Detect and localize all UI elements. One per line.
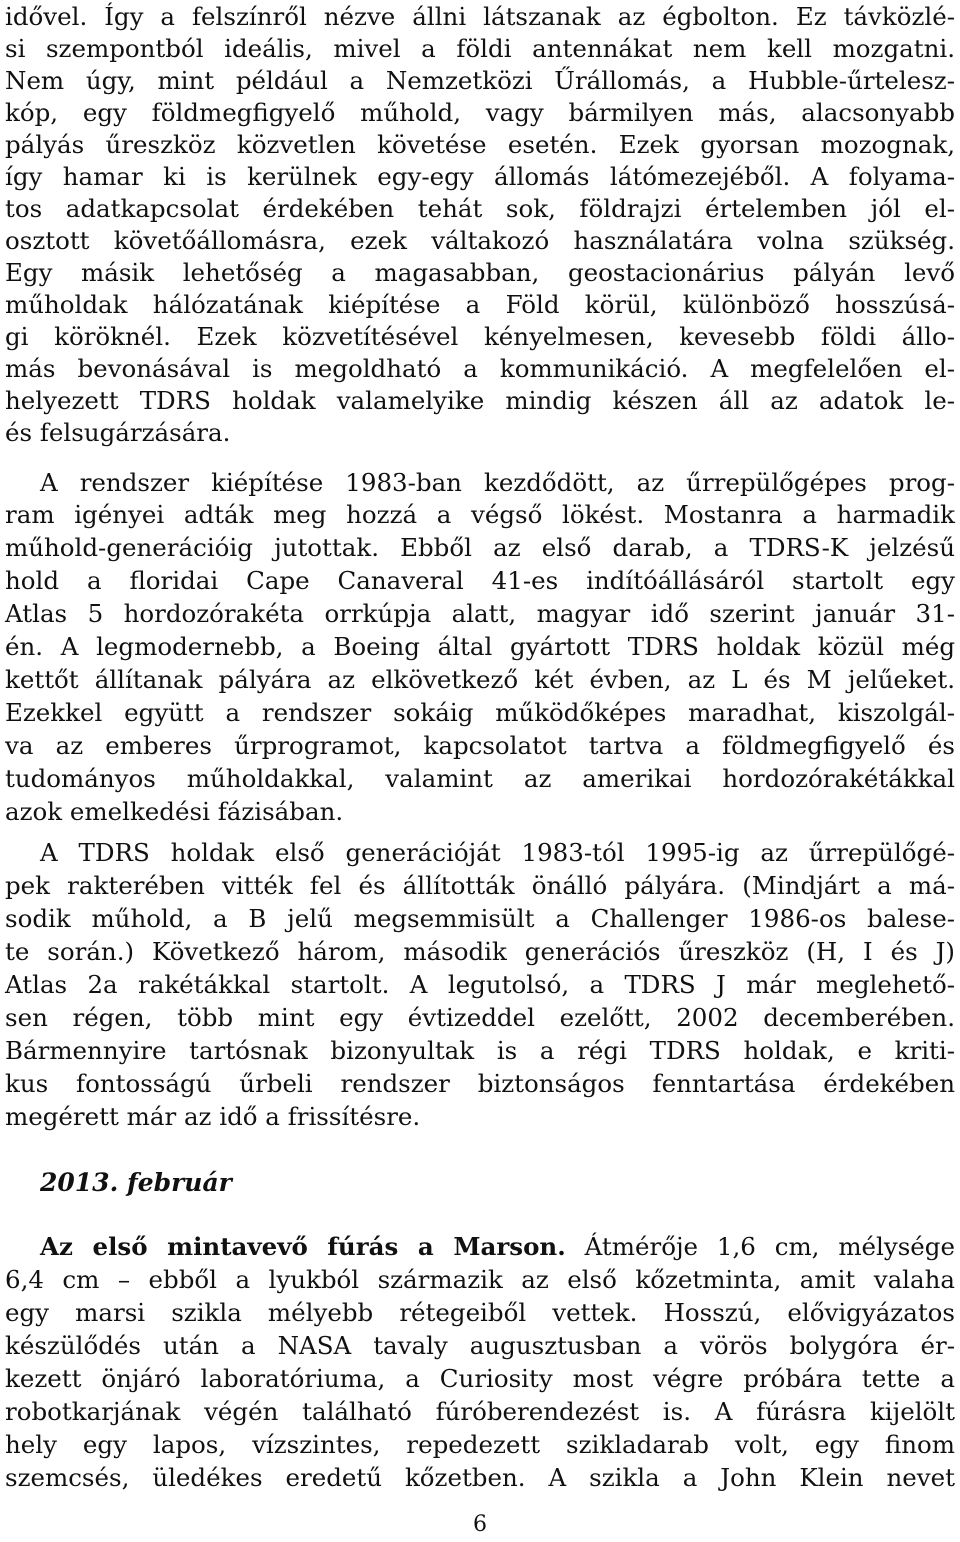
text-line: Egy másik lehetőség a magasabban, geostacionárius pályán levő — [5, 258, 955, 287]
text-line: osztott követőállomásra, ezek váltakozó használatára volna szükség. — [5, 226, 955, 255]
text-line: kezett önjáró laboratóriuma, a Curiosity most végre próbára tette a — [5, 1364, 955, 1393]
text-line: egy marsi szikla mélyebb rétegeiből vettek. Hosszú, elővigyázatos — [5, 1298, 955, 1327]
section-heading: 2013. február — [40, 1168, 232, 1197]
text-line: más bevonásával is megoldható a kommunikáció. A megfelelően el- — [5, 354, 955, 383]
text-line: kus fontosságú űrbeli rendszer biztonságos fenntartása érdekében — [5, 1069, 955, 1098]
text-line: Atlas 5 hordozórakéta orrkúpja alatt, magyar idő szerint január 31- — [5, 599, 955, 628]
text-line: hold a floridai Cape Canaveral 41-es indítóállásáról startolt egy — [5, 566, 955, 595]
text-line: azok emelkedési fázisában. — [5, 797, 344, 826]
text-line: pek rakterében vitték fel és állították önálló pályára. (Mindjárt a má- — [5, 871, 955, 900]
text-line: pályás űreszköz közvetlen követése esetén. Ezek gyorsan mozognak, — [5, 130, 955, 159]
page-number: 6 — [473, 1512, 487, 1537]
text-line: 6,4 cm – ebből a lyukból származik az első kőzetminta, amit valaha — [5, 1265, 955, 1294]
text-line: műholdak hálózatának kiépítése a Föld körül, különböző hosszúsá- — [5, 290, 955, 319]
text-line: Nem úgy, mint például a Nemzetközi Űrállomás, a Hubble-űrtelesz- — [5, 66, 955, 95]
text-line: robotkarjának végén található fúróberendezést is. A fúrásra kijelölt — [5, 1397, 955, 1426]
text-line: tos adatkapcsolat érdekében tehát sok, földrajzi értelemben jól el- — [5, 194, 955, 223]
text-line: Ezekkel együtt a rendszer sokáig működőképes maradhat, kiszolgál- — [5, 698, 955, 727]
text-line: Atlas 2a rakétákkal startolt. A legutolsó, a TDRS J már meglehető- — [5, 970, 955, 999]
text-line: si szempontból ideális, mivel a földi antennákat nem kell mozgatni. — [5, 34, 955, 63]
text-line: megérett már az idő a frissítésre. — [5, 1102, 421, 1131]
text-line: kettőt állítanak pályára az elkövetkező két évben, az L és M jelűeket. — [5, 665, 955, 694]
article-first-line — [40, 1230, 955, 1263]
text-line: gi köröknél. Ezek közvetítésével kényelmesen, kevesebb földi állo- — [5, 322, 955, 351]
text-line: és felsugárzására. — [5, 418, 231, 447]
text-line: tudományos műholdakkal, valamint az amerikai hordozórakétákkal — [5, 764, 955, 793]
text-line: sodik műhold, a B jelű megsemmisült a Challenger 1986-os balese- — [5, 904, 955, 933]
text-line: Bármennyire tartósnak bizonyultak is a régi TDRS holdak, e kriti- — [5, 1036, 955, 1065]
article-lead-title: Az első mintavevő fúrás a Marson. — [40, 1232, 566, 1261]
text-line: sen régen, több mint egy évtizeddel ezelőtt, 2002 decemberében. — [5, 1003, 955, 1032]
text-line: va az emberes űrprogramot, kapcsolatot tartva a földmegfigyelő és — [5, 731, 955, 760]
text-line: műhold-generációig jutottak. Ebből az első darab, a TDRS-K jelzésű — [5, 533, 955, 562]
text-line: szemcsés, üledékes eredetű kőzetben. A szikla a John Klein nevet — [5, 1463, 955, 1492]
text-line: A TDRS holdak első generációját 1983-tól 1995-ig az űrrepülőgé- — [40, 838, 955, 867]
text-line: hely egy lapos, vízszintes, repedezett szikladarab volt, egy finom — [5, 1430, 955, 1459]
text-line: helyezett TDRS holdak valamelyike mindig készen áll az adatok le- — [5, 386, 955, 415]
text-line: kóp, egy földmegfigyelő műhold, vagy bármilyen más, alacsonyabb — [5, 98, 955, 127]
text-line: készülődés után a NASA tavaly augusztusban a vörös bolygóra ér- — [5, 1331, 955, 1360]
text-line: te során.) Következő három, második generációs űreszköz (H, I és J) — [5, 937, 955, 966]
text-line: idővel. Így a felszínről nézve állni látszanak az égbolton. Ez távközlé- — [5, 2, 955, 31]
text-line: A rendszer kiépítése 1983-ban kezdődött, az űrrepülőgépes prog- — [40, 468, 955, 497]
text-line: így hamar ki is kerülnek egy-egy állomás látómezejéből. A folyama- — [5, 162, 955, 191]
article-first-line-rest: Átmérője 1,6 cm, mélysége — [584, 1232, 955, 1261]
text-line: én. A legmodernebb, a Boeing által gyártott TDRS holdak közül még — [5, 632, 955, 661]
text-line: ram igényei adták meg hozzá a végső lökést. Mostanra a harmadik — [5, 500, 955, 529]
